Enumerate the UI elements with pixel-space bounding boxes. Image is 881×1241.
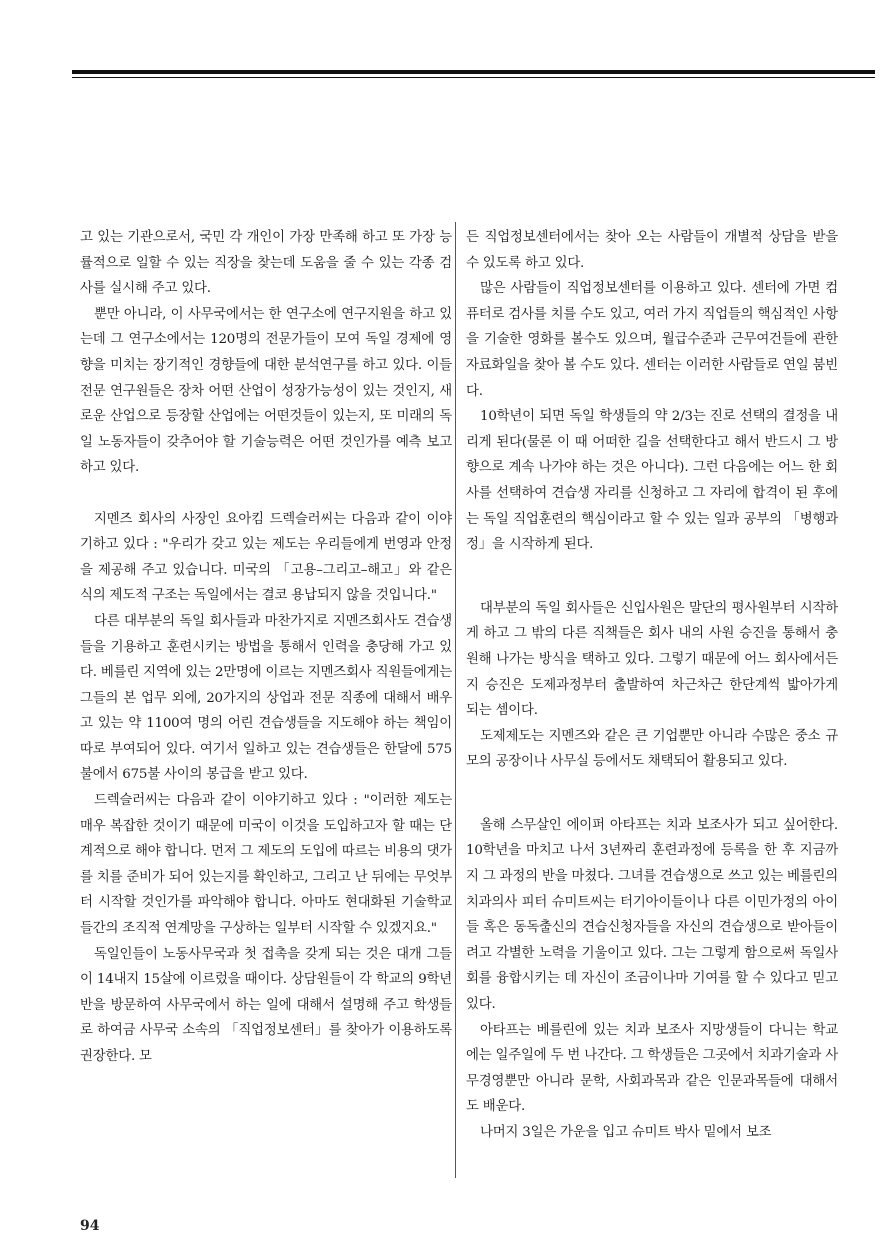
paragraph: 올해 스무살인 에이퍼 아타프는 치과 보조사가 되고 싶어한다. 10학년을 마치고 나서 3년짜리 훈련과정에 등록을 한 후 지금까지 그 과정의 반을 마쳤다. 그녀를 견습생으로 쓰고 있는 베를린의 치과의사 피터 슈미트씨는 터기아이들이나 다른 이민가정의 아이들 혹은 동독출신의 견습신청자들을 자신의 견습생으로 받아들이려고 각별한 노력을 기울이고 있다. 그는 그렇게 함으로써 독일사회를 융합시키는 데 자신이 조금이나마 기여를 할 수 있다고 믿고 있다. <box>466 817 838 1013</box>
column-divider <box>455 222 456 1178</box>
paragraph: 다른 대부분의 독일 회사들과 마찬가지로 지멘즈회사도 견습생들을 기용하고 훈련시키는 방법을 통해서 인력을 충당해 가고 있다. 베를린 지역에 있는 2만명에 이르는 지멘즈회사 직원들에게는 그들의 본 업무 외에, 20가지의 상업과 전문 직종에 대해서 배우고 있는 약 1100여 명의 어린 견습생들을 지도해야 하는 책임이 따로 부여되어 있다. 여기서 일하고 있는 견습생들은 한달에 575불에서 675불 사이의 봉급을 받고 있다. <box>80 613 452 783</box>
paragraph: 많은 사람들이 직업정보센터를 이용하고 있다. 센터에 가면 컴퓨터로 검사를 치를 수도 있고, 여러 가지 직업들의 핵심적인 사항을 기술한 영화를 볼수도 있으며, 월급수준과 근무여건들에 관한 자료화일을 찾아 볼 수도 있다. 센터는 이러한 사람들로 연일 붐빈다. <box>466 281 838 399</box>
header-rule-thin <box>72 77 875 78</box>
paragraph: 10학년이 되면 독일 학생들의 약 2/3는 진로 선택의 결정을 내리게 된다(물론 이 때 어떠한 길을 선택한다고 해서 반드시 그 방향으로 계속 나가야 하는 것은 아니다). 그런 다음에는 어느 한 회사를 선택하여 견습생 자리를 신청하고 그 자리에 합격이 된 후에는 독일 직업훈련의 핵심이라고 할 수 있는 일과 공부의 「병행과정」을 시작하게 된다. <box>466 409 838 553</box>
paragraph: 뿐만 아니라, 이 사무국에서는 한 연구소에 연구지원을 하고 있는데 그 연구소에서는 120명의 전문가들이 모여 독일 경제에 영향을 미치는 장기적인 경향들에 대한 분석연구를 하고 있다. 이들 전문 연구원들은 장차 어떤 산업이 성장가능성이 있는 것인지, 새로운 산업으로 등장할 산업에는 어떤것들이 있는지, 또 미래의 독일 노동자들이 갖추어야 할 기술능력은 어떤 것인가를 예측 보고 하고 있다. <box>80 306 452 476</box>
paragraph: 지멘즈 회사의 사장인 요아킴 드렉슬러씨는 다음과 같이 이야기하고 있다 : "우리가 갖고 있는 제도는 우리들에게 번영과 안정을 제공해 주고 있습니다. 미국의 「고용–그리고–해고」와 같은 식의 제도적 구조는 독일에서는 결코 용납되지 않을 것입니다." <box>80 511 452 604</box>
paragraph: 도제제도는 지멘즈와 같은 큰 기업뿐만 아니라 수많은 중소 규모의 공장이나 사무실 등에서도 채택되어 활용되고 있다. <box>466 728 838 770</box>
paragraph: 나머지 3일은 가운을 입고 슈미트 박사 밑에서 보조 <box>480 1125 772 1140</box>
header-rule <box>72 70 875 74</box>
paragraph: 고 있는 기관으로서, 국민 각 개인이 가장 만족해 하고 또 가장 능률적으로 일할 수 있는 직장을 찾는데 도움을 줄 수 있는 각종 검사를 실시해 주고 있다. <box>80 230 452 297</box>
right-column <box>466 225 838 1146</box>
page-number: 94 <box>80 1218 100 1234</box>
paragraph: 드렉슬러씨는 다음과 같이 이야기하고 있다 : "이러한 제도는 매우 복잡한 것이기 때문에 미국이 이것을 도입하고자 할 때는 단계적으로 해야 합니다. 먼저 그 제도의 도입에 따르는 비용의 댓가를 치를 준비가 되어 있는지를 확인하고, 그리고 난 뒤에는 무엇부터 시작할 것인가를 파악해야 합니다. 아마도 현대화된 기술학교들간의 조직적 연계망을 구상하는 일부터 시작할 수 있겠지요." <box>80 793 452 937</box>
left-column <box>80 225 452 1070</box>
paragraph: 독일인들이 노동사무국과 첫 접촉을 갖게 되는 것은 대개 그들이 14내지 15살에 이르렀을 때이다. 상담원들이 각 학교의 9학년반을 방문하여 사무국에서 하는 일에 대해서 설명해 주고 학생들로 하여금 사무국 소속의 「직업정보센터」를 찾아가 이용하도록 권장한다. 모 <box>80 946 452 1064</box>
paragraph: 아타프는 베를린에 있는 치과 보조사 지망생들이 다니는 학교에는 일주일에 두 번 나간다. 그 학생들은 그곳에서 치과기술과 사무경영뿐만 아니라 문학, 사회과목과 같은 인문과목들에 대해서도 배운다. <box>466 1022 838 1115</box>
paragraph: 대부분의 독일 회사들은 신입사원은 말단의 평사원부터 시작하게 하고 그 밖의 다른 직책들은 회사 내의 사원 승진을 통해서 충원해 나가는 방식을 택하고 있다. 그렇기 때문에 어느 회사에서든지 승진은 도제과정부터 출발하여 차근차근 한단계씩 밟아가게 되는 셈이다. <box>466 600 838 719</box>
paragraph: 든 직업정보센터에서는 찾아 오는 사람들이 개별적 상담을 받을 수 있도록 하고 있다. <box>466 230 838 271</box>
